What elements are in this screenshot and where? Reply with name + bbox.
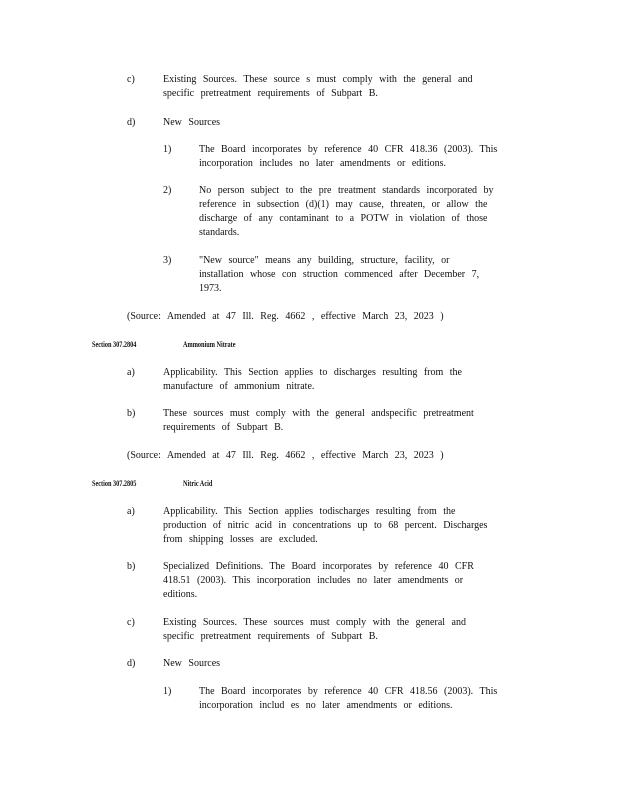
text-line: Existing Sources. These sources must comply with the general and: [163, 617, 466, 628]
item-marker: d): [127, 658, 136, 669]
item-marker: d): [127, 117, 136, 128]
text-line: Applicability. This Section applies todischarges resulting from the: [163, 506, 456, 517]
item-marker: b): [127, 561, 136, 572]
text-line: editions.: [163, 589, 198, 600]
source-note: (Source: Amended at 47 Ill. Reg. 4662 , effective March 23, 2023 ): [127, 450, 444, 461]
paragraph-new-sources: [163, 116, 220, 130]
source-note: (Source: Amended at 47 Ill. Reg. 4662 , effective March 23, 2023 ): [127, 311, 444, 322]
paragraph-specialized-definitions: [163, 560, 474, 602]
sub-item-marker: 2): [163, 185, 172, 196]
section-number: Section 307.2805: [92, 479, 137, 488]
text-line: These sources must comply with the general andspecific pretreatment: [163, 408, 474, 419]
paragraph-applicability: [163, 366, 462, 394]
text-line: installation whose con struction commenced after December 7,: [199, 269, 480, 280]
sub-item-marker: 1): [163, 686, 172, 697]
text-line: discharge of any contaminant to a POTW in violation of those: [199, 213, 488, 224]
paragraph-existing-sources: [163, 616, 466, 644]
text-line: Existing Sources. These source s must comply with the general and: [163, 74, 473, 85]
item-marker: a): [127, 367, 135, 378]
text-line: New Sources: [163, 658, 221, 669]
section-title: Ammonium Nitrate: [183, 340, 236, 349]
text-line: production of nitric acid in concentrations up to 68 percent. Discharges: [163, 520, 488, 531]
text-line: "New source" means any building, structure, facility, or: [199, 255, 450, 266]
text-line: The Board incorporates by reference 40 CFR 418.36 (2003). This: [199, 144, 498, 155]
text-line: No person subject to the pre treatment standards incorporated by: [199, 185, 494, 196]
text-line: The Board incorporates by reference 40 CFR 418.56 (2003). This: [199, 686, 498, 697]
sub-item-marker: 3): [163, 255, 172, 266]
text-line: requirements of Subpart B.: [163, 422, 284, 433]
text-line: 1973.: [199, 283, 222, 294]
section-title: Nitric Acid: [183, 479, 213, 488]
paragraph-pretreatment: [163, 407, 474, 435]
text-line: from shipping losses are excluded.: [163, 534, 318, 545]
text-line: Applicability. This Section applies to discharges resulting from the: [163, 367, 462, 378]
paragraph-applicability: [163, 505, 487, 547]
text-line: manufacture of ammonium nitrate.: [163, 381, 315, 392]
sub-item-marker: 1): [163, 144, 172, 155]
text-line: incorporation includes no later amendments or editions.: [199, 158, 446, 169]
text-line: standards.: [199, 227, 240, 238]
paragraph-no-person: [199, 184, 494, 240]
text-line: Specialized Definitions. The Board incorporates by reference 40 CFR: [163, 561, 474, 572]
section-number: Section 307.2804: [92, 340, 137, 349]
text-line: New Sources: [163, 117, 221, 128]
text-line: specific pretreatment requirements of Subpart B.: [163, 631, 378, 642]
paragraph-incorporation: [199, 685, 497, 713]
item-marker: c): [127, 74, 135, 85]
text-line: incorporation includ es no later amendments or editions.: [199, 700, 453, 711]
paragraph-new-source-definition: [199, 254, 479, 296]
paragraph-incorporation: [199, 143, 497, 171]
paragraph-existing-sources: [163, 73, 472, 101]
text-line: specific pretreatment requirements of Subpart B.: [163, 88, 378, 99]
paragraph-new-sources: [163, 657, 220, 671]
item-marker: a): [127, 506, 135, 517]
text-line: reference in subsection (d)(1) may cause, threaten, or allow the: [199, 199, 488, 210]
text-line: 418.51 (2003). This incorporation includes no later amendments or: [163, 575, 464, 586]
item-marker: c): [127, 617, 135, 628]
item-marker: b): [127, 408, 136, 419]
